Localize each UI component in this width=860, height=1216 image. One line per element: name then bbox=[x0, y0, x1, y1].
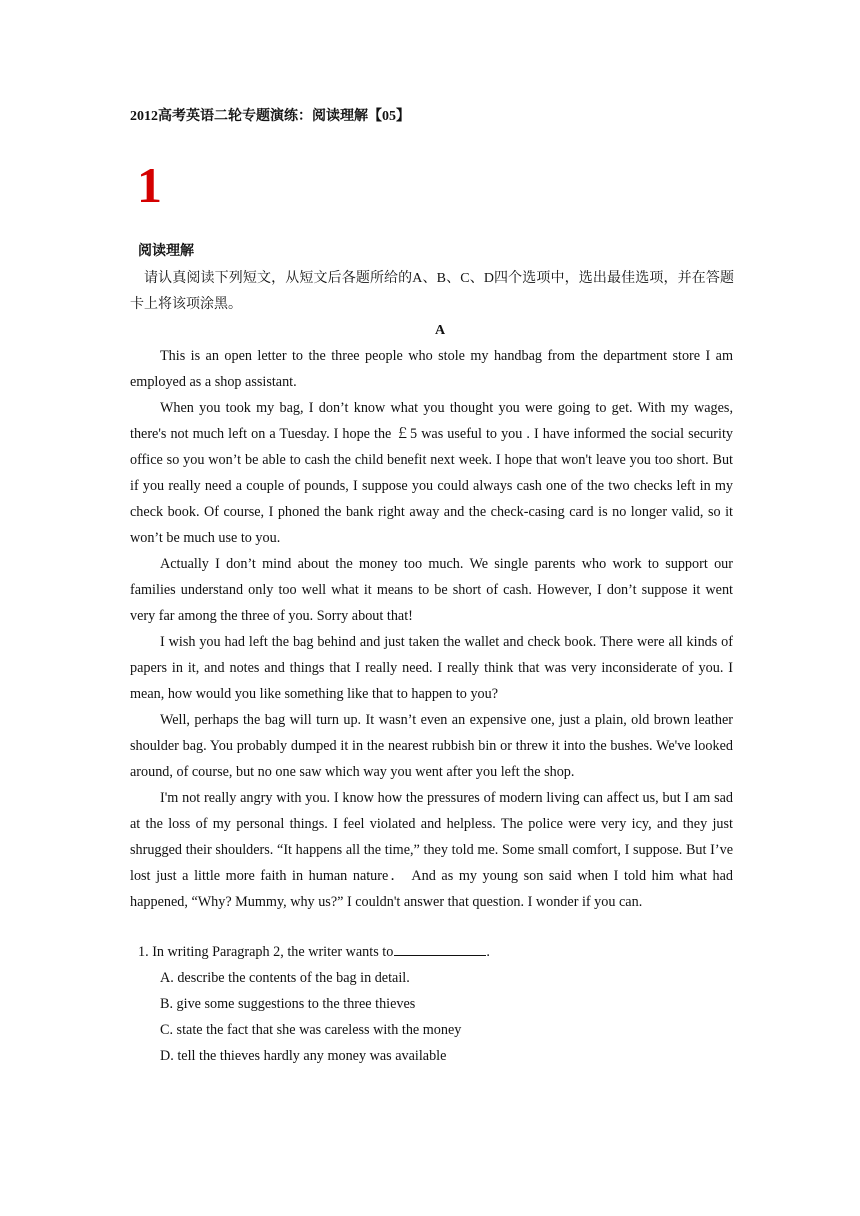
reading-passage bbox=[130, 343, 733, 915]
option-d: D. tell the thieves hardly any money was available bbox=[160, 1048, 447, 1064]
passage-paragraph-3: Actually I don’t mind about the money too much. We single parents who work to support our families understand only too well what it means to be short of cash. However, I don’t suppose it went very far among the three of you. Sorry about that! bbox=[130, 556, 733, 624]
option-c: C. state the fact that she was careless with the money bbox=[160, 1022, 462, 1038]
passage-paragraph-4: I wish you had left the bag behind and just taken the wallet and check book. There were all kinds of papers in it, and notes and things that I really need. I really think that was very inconsiderate of you. I mean, how would you like something like that to happen to you? bbox=[130, 634, 733, 702]
document-title: 2012高考英语二轮专题演练：阅读理解【05】 bbox=[130, 109, 410, 124]
passage-paragraph-2: When you took my bag, I don’t know what you thought you were going to get. With my wages, there's not much left on a Tuesday. I hope the ￡5 was useful to you . I have informed the social security office so you won’t be able to cash the child benefit next week. I hope that won't leave you too short. But if you really need a couple of pounds, I suppose you could always cash one of the two checks left in my check book. Of course, I phoned the bank right away and the check-casing card is no longer valid, so it won’t be much use to you. bbox=[130, 400, 733, 546]
instructions-text: 请认真阅读下列短文，从短文后各题所给的A、B、C、D四个选项中，选出最佳选项，并在答题卡上将该项涂黑。 bbox=[130, 271, 734, 312]
question-stem-end: . bbox=[486, 944, 490, 960]
question-set-number: 1 bbox=[137, 157, 162, 213]
answer-blank bbox=[394, 941, 486, 956]
passage-label: A bbox=[434, 323, 446, 338]
passage-paragraph-1: This is an open letter to the three people who stole my handbag from the department store I am employed as a shop assistant. bbox=[130, 348, 733, 390]
answer-options bbox=[138, 965, 738, 1069]
option-b: B. give some suggestions to the three thieves bbox=[160, 996, 416, 1012]
question-stem bbox=[138, 939, 738, 965]
passage-paragraph-5: Well, perhaps the bag will turn up. It wasn’t even an expensive one, just a plain, old brown leather shoulder bag. You probably dumped it in the nearest rubbish bin or threw it into the bushes. We've looked around, of course, but no one saw which way you went after you left the shop. bbox=[130, 712, 733, 780]
question-stem-text: 1. In writing Paragraph 2, the writer wants to bbox=[138, 944, 394, 960]
question-1 bbox=[138, 939, 738, 1069]
option-a: A. describe the contents of the bag in detail. bbox=[160, 970, 410, 986]
section-heading: 阅读理解 bbox=[138, 244, 194, 259]
passage-paragraph-6: I'm not really angry with you. I know how the pressures of modern living can affect us, but I am sad at the loss of my personal things. I feel violated and helpless. The police were very icy, and they just shrugged their shoulders. “It happens all the time,” they told me. Some small comfort, I suppose. But I’ve lost just a little more faith in human nature． And as my young son said when I told him what had happened, “Why? Mummy, why us?” I couldn't answer that question. I wonder if you can. bbox=[130, 790, 733, 910]
